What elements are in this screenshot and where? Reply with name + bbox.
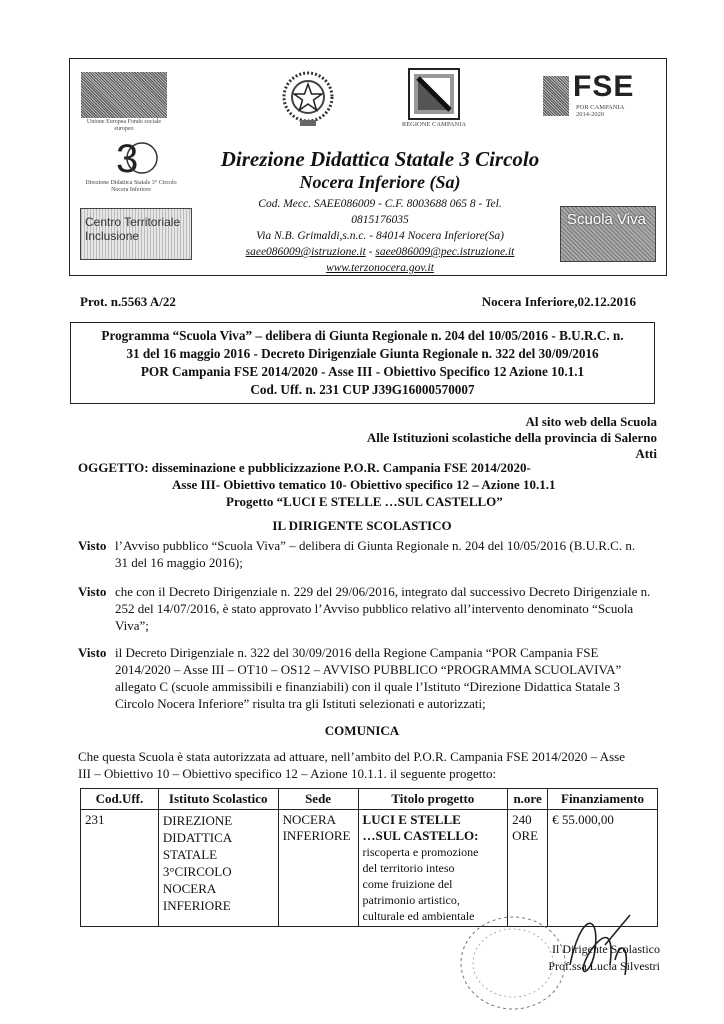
visto-3-label: Visto — [78, 645, 107, 660]
subject-line-3: Progetto “LUCI E STELLE …SUL CASTELLO” — [226, 494, 503, 509]
visto-3-line-4: Circolo Nocera Inferiore” risulta tra gli Istituti selezionati e autorizzati; — [115, 696, 486, 711]
school-codes: Cod. Mecc. SAEE086009 - C.F. 8003688 065 8 - Tel. — [258, 198, 502, 210]
school-phone: 0815176035 — [351, 214, 409, 226]
istituto-line: DIREZIONE — [162, 813, 233, 828]
istituto-line: 3°CIRCOLO — [162, 864, 232, 879]
titolo-desc-line: riscoperta e promozione — [362, 845, 479, 859]
programme-box — [70, 322, 655, 404]
programme-line-2: 31 del 16 maggio 2016 - Decreto Dirigenziale Giunta Regionale n. 322 del 30/09/2016 — [126, 346, 599, 361]
visto-1-line-1: l’Avviso pubblico “Scuola Viva” – delibera di Giunta Regionale n. 204 del 10/05/2016 (B.U.R.C. n. — [115, 538, 636, 553]
protocol-number: Prot. n.5563 A/22 — [80, 294, 176, 309]
school-pec-link[interactable]: saee086009@pec.istruzione.it — [375, 246, 515, 258]
visto-3-text — [115, 644, 675, 712]
cell-cod-uff: 231 — [81, 810, 159, 927]
centro-logo-text: Centro Territoriale Inclusione — [85, 215, 181, 243]
school-address: Via N.B. Grimaldi,s.n.c. - 84014 Nocera Inferiore(Sa) — [256, 230, 504, 242]
sede-line: INFERIORE — [282, 828, 351, 843]
visto-3-line-2: 2014/2020 – Asse III – OT10 – OS12 – AVVISO PUBBLICO “PROGRAMMA SCUOLAVIVA” — [115, 662, 622, 677]
school-name: Direzione Didattica Statale 3 Circolo — [220, 147, 540, 171]
visto-2-line-3: Viva”; — [115, 618, 149, 633]
programme-line-3: POR Campania FSE 2014/2020 - Asse III - Obiettivo Specifico 12 Azione 10.1.1 — [140, 364, 585, 379]
header-finanziamento: Finanziamento — [548, 789, 658, 810]
istituto-line: NOCERA — [162, 881, 217, 896]
titolo-desc-line: patrimonio artistico, — [362, 893, 460, 907]
fse-logo-caption: POR CAMPANIA 2014-2020 — [576, 104, 624, 118]
titolo-desc-line: del territorio inteso — [362, 861, 455, 875]
republic-emblem-logo — [280, 68, 336, 128]
ore-line: ORE — [512, 828, 539, 843]
school-3c-logo-caption: Direzione Didattica Statale 3° Circolo Nocera Inferiore — [85, 180, 177, 193]
svg-text:3: 3 — [116, 137, 139, 180]
regione-campania-logo — [408, 68, 460, 120]
programme-line-1: Programma “Scuola Viva” – delibera di Giunta Regionale n. 204 del 10/05/2016 - B.U.R.C. n. — [101, 328, 624, 343]
visto-3-line-3: allegato C (scuole ammissibili e finanziabili) con il quale l’Istituto “Direzione Didattica Statale 3 — [115, 679, 621, 694]
comunica-heading: COMUNICA — [324, 723, 400, 738]
header-titolo: Titolo progetto — [358, 789, 508, 810]
recipient-line-1: Al sito web della Scuola — [525, 414, 657, 429]
school-emails — [190, 244, 570, 260]
email-separator: - — [368, 246, 373, 258]
visto-1-label: Visto — [78, 538, 107, 553]
school-website-link[interactable]: www.terzonocera.gov.it — [326, 262, 434, 274]
comunica-line-1: Che questa Scuola è stata autorizzata ad attuare, nell’ambito del P.O.R. Campania FSE 2014/2020 – Asse — [78, 749, 625, 764]
signature-title: Il Dirigente Scolastico — [552, 942, 660, 956]
eu-flag-logo — [81, 72, 167, 118]
titolo-desc-line: come fruizione del — [362, 877, 453, 891]
school-3c-logo — [112, 136, 158, 180]
sede-line: NOCERA — [282, 812, 337, 827]
cell-istituto — [158, 810, 278, 927]
comunica-text — [78, 748, 678, 782]
scuola-viva-logo — [560, 206, 656, 262]
istituto-line: INFERIORE — [162, 898, 231, 913]
titolo-bold-line: LUCI E STELLE — [362, 812, 461, 827]
school-website — [200, 260, 560, 276]
subject-line-2: Asse III- Obiettivo tematico 10- Obiettivo specifico 12 – Azione 10.1.1 — [172, 477, 556, 492]
visto-2-label: Visto — [78, 584, 107, 599]
fse-logo-text: FSE — [573, 70, 635, 103]
recipient-line-2: Alle Istituzioni scolastiche della provincia di Salerno — [366, 430, 657, 445]
istituto-line: STATALE — [162, 847, 218, 862]
centro-territoriale-logo — [80, 208, 192, 260]
visto-3-line-1: il Decreto Dirigenziale n. 322 del 30/09/2016 della Regione Campania “POR Campania FSE — [115, 645, 599, 660]
header-cod-uff: Cod.Uff. — [81, 789, 159, 810]
ore-line: 240 — [512, 812, 532, 827]
scuola-viva-text: Scuola Viva — [567, 211, 646, 228]
regione-logo-caption: REGIONE CAMPANIA — [401, 121, 467, 128]
table-header-row — [81, 789, 658, 810]
visto-2-text — [115, 583, 675, 634]
eu-logo-caption: Unione Europea Fondo sociale europeo — [86, 119, 162, 132]
programme-line-4: Cod. Uff. n. 231 CUP J39G16000570007 — [250, 382, 475, 397]
visto-2-line-2: 252 del 14/07/2016, è stato approvato l’Avviso pubblico relativo all’intervento denominato “Scuola — [115, 601, 634, 616]
subject-line-1: OGGETTO: disseminazione e pubblicizzazione P.O.R. Campania FSE 2014/2020- — [78, 460, 531, 475]
visto-2-line-1: che con il Decreto Dirigenziale n. 229 del 29/06/2016, integrato dal successivo Decreto Dirigenziale n. — [115, 584, 651, 599]
visto-1-line-2: 31 del 16 maggio 2016); — [115, 555, 243, 570]
dirigente-heading: IL DIRIGENTE SCOLASTICO — [272, 518, 452, 533]
protocol-place-date: Nocera Inferiore,02.12.2016 — [481, 294, 636, 309]
school-email-link[interactable]: saee086009@istruzione.it — [245, 246, 366, 258]
header-istituto: Istituto Scolastico — [158, 789, 278, 810]
titolo-bold-line: …SUL CASTELLO: — [362, 828, 479, 843]
istituto-line: DIDATTICA — [162, 830, 233, 845]
header-ore: n.ore — [508, 789, 548, 810]
recipient-line-3: Atti — [635, 446, 657, 461]
school-city: Nocera Inferiore (Sa) — [299, 172, 461, 192]
signature-name: Prof.ssa Lucia Silvestri — [548, 959, 660, 973]
fse-flag-graphic — [543, 76, 569, 116]
cell-finanziamento: € 55.000,00 — [548, 810, 658, 927]
cell-sede — [278, 810, 358, 927]
visto-1-text — [115, 537, 675, 571]
titolo-desc-line: culturale ed ambientale — [362, 909, 475, 923]
header-sede: Sede — [278, 789, 358, 810]
comunica-line-2: III – Obiettivo 10 – Obiettivo specifico 12 – Azione 10.1.1. il seguente progetto: — [78, 766, 497, 781]
